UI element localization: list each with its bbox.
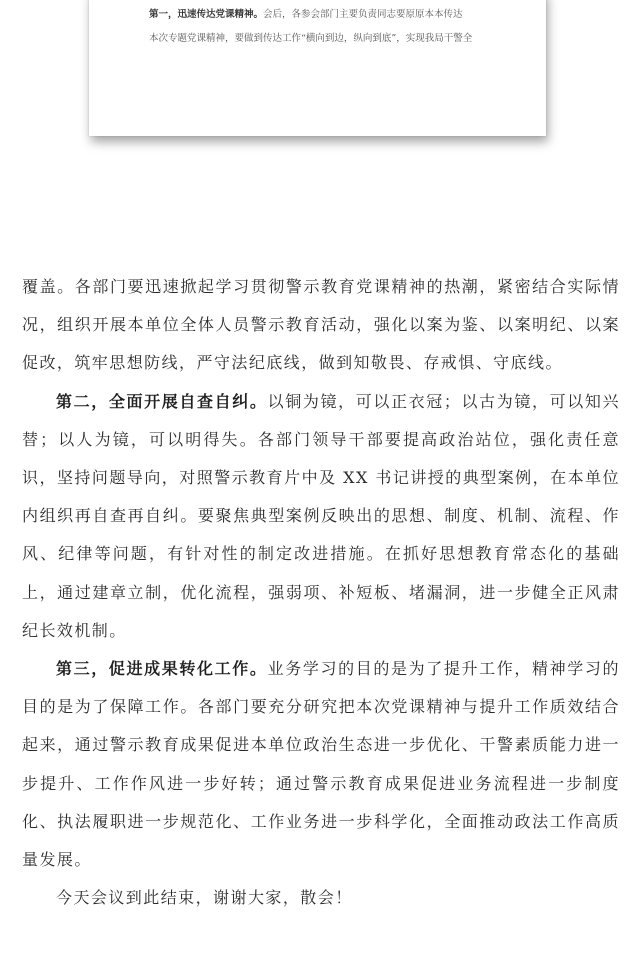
paragraph-3 [22, 650, 620, 879]
document-body [22, 268, 620, 917]
paragraph-2-heading: 第二，全面开展自查自纠。 [56, 391, 268, 411]
document-page-preview [89, 0, 546, 136]
preview-line-1 [149, 3, 519, 27]
paragraph-3-text: 业务学习的目的是为了提升工作，精神学习的目的是为了保障工作。各部门要充分研究把本次党课精神与提升工作质效结合起来，通过警示教育成果促进本单位政治生态进一步优化、干警素质能力进一步提升、工作作风进一步好转；通过警示教育成果促进业务流程进一步制度化、执法履职进一步规范化、工作业务进一步科学化，全面推动政法工作高质量发展。 [22, 659, 620, 870]
preview-line-1-lead: 第一，迅速传达党课精神。 [149, 9, 264, 20]
paragraph-2-text: 以铜为镜，可以正衣冠；以古为镜，可以知兴替；以人为镜，可以明得失。各部门领导干部要提高政治站位，强化责任意识，坚持问题导向，对照警示教育片中及 XX 书记讲授的典型案例，在本单位内组织再自查再自纠。要聚焦典型案例反映出的思想、制度、机制、流程、作风、纪律等问题，有针对性的制定改进措施。在抓好思想教育常态化的基础上，通过建章立制，优化流程，强弱项、补短板、堵漏洞，进一步健全正风肃纪长效机制。 [22, 391, 620, 640]
page-preview-text [149, 3, 519, 51]
paragraph-1: 覆盖。各部门要迅速掀起学习贯彻警示教育党课精神的热潮，紧密结合实际情况，组织开展本单位全体人员警示教育活动，强化以案为鉴、以案明纪、以案促改，筑牢思想防线，严守法纪底线，做到知敬畏、存戒惧、守底线。 [22, 277, 620, 373]
preview-line-1-rest: 会后，各参会部门主要负责同志要原原本本传达 [263, 9, 463, 20]
preview-line-2: 本次专题党课精神，要做到传达工作“横向到边，纵向到底”，实现我局干警全 [149, 33, 473, 44]
paragraph-2 [22, 383, 620, 650]
paragraph-4: 今天会议到此结束，谢谢大家，散会！ [56, 888, 353, 908]
paragraph-3-heading: 第三，促进成果转化工作。 [56, 659, 268, 679]
